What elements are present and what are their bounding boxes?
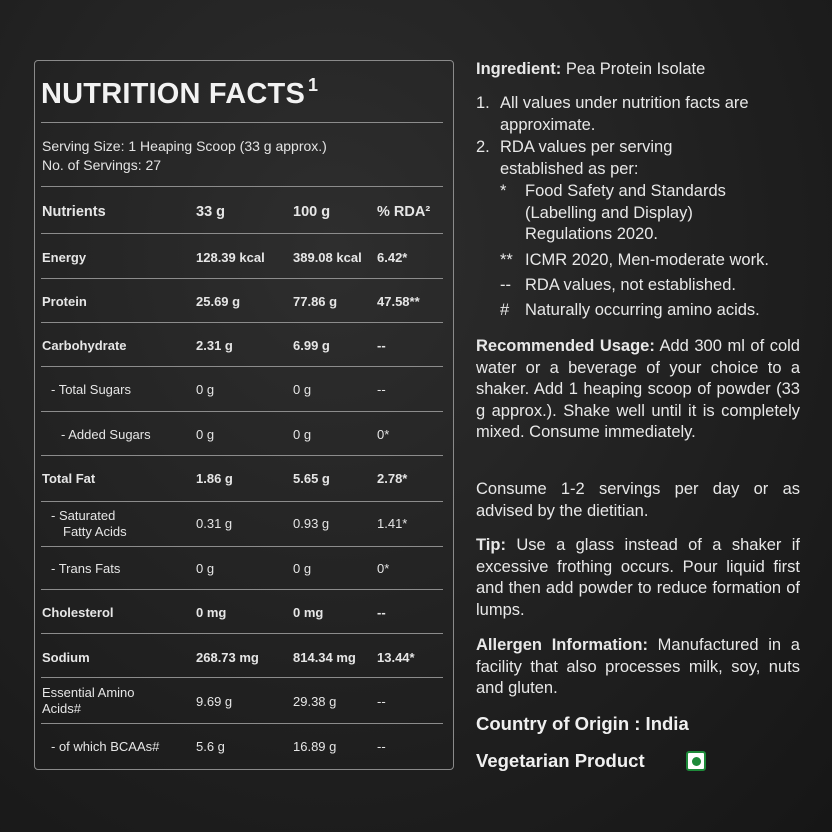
divider <box>41 633 443 634</box>
value-100g: 0 mg <box>293 605 324 620</box>
nutrition-facts-title: NUTRITION FACTS $^1$ <box>41 75 319 110</box>
nutrient-name: - Added Sugars <box>61 427 151 442</box>
recommended-usage: Recommended Usage: Add 300 ml of cold water or a beverage of your choice to a shaker. Add 1 heaping scoop of powder (33 g approx.). Shake well until it is completely mixed. Consume immediately. <box>476 337 800 441</box>
value-100g: 389.08 kcal <box>293 250 362 265</box>
nutrient-name: Total Fat <box>42 471 96 486</box>
divider <box>41 677 443 678</box>
value-rda: -- <box>377 338 386 353</box>
value-100g: 0 g <box>293 561 312 576</box>
header-rda: % RDA² <box>377 204 431 220</box>
divider <box>41 366 443 367</box>
header-100g: 100 g <box>293 204 331 220</box>
nutrient-name: Sodium <box>42 650 90 665</box>
nutrient-name: Protein <box>42 294 87 309</box>
value-rda: -- <box>377 605 386 620</box>
tip: Tip: Use a glass instead of a shaker if excessive frothing occurs. Pour liquid first and then add powder to reduce formation of lumps. <box>476 536 800 619</box>
vegetarian-mark-icon <box>686 751 706 771</box>
divider <box>41 122 443 123</box>
value-100g: 16.89 g <box>293 739 337 754</box>
nutrient-name: Cholesterol <box>42 605 114 620</box>
allergen-information: Allergen Information: Manufactured in a facility that also processes milk, soy, nuts and gluten. <box>476 636 800 697</box>
value-rda: 13.44* <box>377 650 415 665</box>
header-33g: 33 g <box>196 204 226 220</box>
value-33g: 0 g <box>196 561 215 576</box>
value-33g: 1.86 g <box>196 471 233 486</box>
value-33g: 0 mg <box>196 605 227 620</box>
consume-note: Consume 1-2 servings per day or as advised by the dietitian. <box>476 480 800 520</box>
vegetarian-label: Vegetarian Product <box>476 750 645 771</box>
divider <box>41 411 443 412</box>
value-100g: 0 g <box>293 427 312 442</box>
divider <box>41 278 443 279</box>
value-rda: -- <box>377 739 386 754</box>
header-nutrients: Nutrients <box>42 204 106 220</box>
servings-count: No. of Servings: 27 <box>42 157 162 173</box>
country-of-origin: Country of Origin : India <box>476 713 689 734</box>
value-33g: 5.6 g <box>196 739 225 754</box>
value-100g: 814.34 mg <box>293 650 356 665</box>
nutrition-facts-panel <box>34 60 454 770</box>
value-33g: 0.31 g <box>196 516 233 531</box>
value-100g: 0.93 g <box>293 516 330 531</box>
nutrient-name: - Trans Fats <box>51 561 121 576</box>
notes-list: 1. All values under nutrition facts are approximate. 2. RDA values per serving established as per: * Food Safety and Standards (Labelling and Display) Regulations 2020. ** ICMR 2020, Men-moderate work. -- RDA values, not established. # Naturally occurring amino acids. <box>476 94 769 319</box>
ingredient-line: Ingredient: Pea Protein Isolate <box>476 60 706 78</box>
value-rda: 47.58** <box>377 294 420 309</box>
value-33g: 268.73 mg <box>196 650 259 665</box>
divider <box>41 589 443 590</box>
value-rda: 0* <box>377 427 390 442</box>
value-rda: 1.41* <box>377 516 408 531</box>
divider <box>41 546 443 547</box>
nutrient-name: - Saturated Fatty Acids <box>51 508 127 539</box>
value-100g: 6.99 g <box>293 338 330 353</box>
nutrient-name: - Total Sugars <box>51 382 131 397</box>
divider <box>41 723 443 724</box>
value-100g: 0 g <box>293 382 312 397</box>
value-33g: 9.69 g <box>196 694 233 709</box>
nutrient-name: - of which BCAAs# <box>51 739 160 754</box>
nutrient-name: Essential Amino Acids# <box>42 685 135 716</box>
value-33g: 0 g <box>196 427 215 442</box>
value-rda: 2.78* <box>377 471 408 486</box>
value-100g: 5.65 g <box>293 471 330 486</box>
serving-info <box>42 137 327 175</box>
serving-size: Serving Size: 1 Heaping Scoop (33 g approx.) <box>42 138 327 154</box>
divider <box>41 501 443 502</box>
value-100g: 29.38 g <box>293 694 337 709</box>
value-rda: -- <box>377 694 386 709</box>
value-rda: 6.42* <box>377 250 408 265</box>
divider <box>41 233 443 234</box>
divider <box>41 455 443 456</box>
value-rda: -- <box>377 382 386 397</box>
divider <box>41 322 443 323</box>
nutrient-name: Energy <box>42 250 87 265</box>
value-33g: 25.69 g <box>196 294 241 309</box>
nutrient-name: Carbohydrate <box>42 338 127 353</box>
value-33g: 128.39 kcal <box>196 250 265 265</box>
value-33g: 2.31 g <box>196 338 233 353</box>
value-rda: 0* <box>377 561 390 576</box>
value-100g: 77.86 g <box>293 294 338 309</box>
divider <box>41 186 443 187</box>
value-33g: 0 g <box>196 382 215 397</box>
